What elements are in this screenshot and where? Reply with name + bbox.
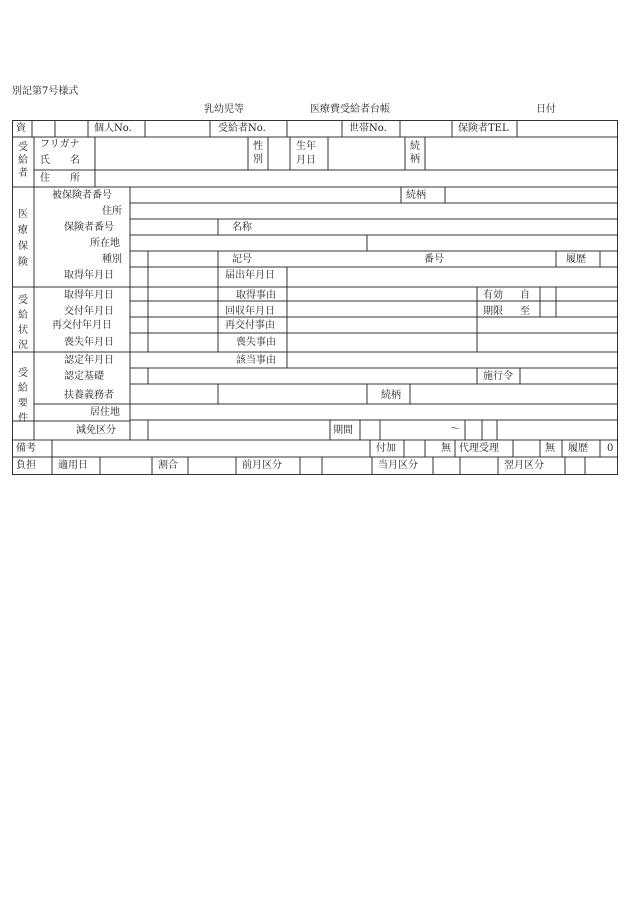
birthdate-label: 生年月日 <box>296 141 316 166</box>
remarks-label: 備考 <box>16 443 36 454</box>
insurance-section-label: 医療保険 <box>18 209 28 268</box>
location-label: 所在地 <box>90 238 120 249</box>
cert-basis-label: 認定基礎 <box>64 371 104 382</box>
title-infant: 乳幼児等 <box>204 104 244 115</box>
date-label: 日付 <box>536 104 556 115</box>
title-ledger: 医療費受給者台帳 <box>310 104 390 115</box>
remarks-history-label: 履歴 <box>568 443 588 454</box>
insurance-number-label: 番号 <box>424 254 444 265</box>
furigana-label: フリガナ <box>40 139 80 150</box>
recipient-section-label: 受給者 <box>18 142 28 179</box>
next-month-label: 翌月区分 <box>504 460 544 471</box>
valid-to-label: 期限 <box>483 306 503 317</box>
none-label-2: 無 <box>545 443 555 454</box>
insurer-name-label: 名称 <box>232 222 252 233</box>
setai-no-label: 世帯No. <box>349 123 387 134</box>
collected-date-label: 回収年月日 <box>225 306 275 317</box>
notified-date-label: 届出年月日 <box>225 270 275 281</box>
applicable-reason-label: 該当事由 <box>236 355 276 366</box>
lost-date-label: 喪失年月日 <box>64 337 114 348</box>
cert-date-label: 認定年月日 <box>64 355 114 366</box>
reduction-label: 減免区分 <box>76 425 116 436</box>
hokensha-tel-label: 保険者TEL <box>458 123 509 134</box>
reissued-date-label: 再交付年月日 <box>52 320 112 331</box>
history-count: 0 <box>607 443 614 454</box>
supporter-label: 扶養義務者 <box>64 390 114 401</box>
prev-month-label: 前月区分 <box>242 460 282 471</box>
residence-label: 居住地 <box>90 407 120 418</box>
insurance-type-label: 種別 <box>102 254 122 265</box>
lost-reason-label: 喪失事由 <box>236 337 276 348</box>
shi-label: 資 <box>16 123 26 134</box>
burden-label: 負担 <box>16 460 36 471</box>
agent-receipt-label: 代理受理 <box>459 443 499 454</box>
none-label-1: 無 <box>441 443 451 454</box>
valid-from-label: 有効 <box>483 290 503 301</box>
recipient-relation-label: 続柄 <box>410 141 420 165</box>
kojin-no-label: 個人No. <box>94 123 132 134</box>
apply-date-label: 適用日 <box>58 460 88 471</box>
status-acquired-label: 取得年月日 <box>64 290 114 301</box>
period-label: 期間 <box>333 425 353 436</box>
insured-relation-label: 続柄 <box>406 190 426 201</box>
reissue-reason-label: 再交付事由 <box>225 320 275 331</box>
issued-date-label: 交付年月日 <box>64 306 114 317</box>
address-label: 住 所 <box>40 173 80 184</box>
requirements-section-label: 受給要件 <box>18 368 28 424</box>
insurance-acquired-label: 取得年月日 <box>64 270 114 281</box>
name-label: 氏 名 <box>40 155 80 166</box>
insured-no-label: 被保険者番号 <box>52 190 112 201</box>
valid-from-ji: 自 <box>520 290 530 301</box>
attached-label: 付加 <box>376 443 396 454</box>
enforced-label: 施行令 <box>483 371 513 382</box>
acquired-reason-label: 取得事由 <box>236 290 276 301</box>
insured-address-label: 住所 <box>102 206 122 217</box>
supporter-relation-label: 続柄 <box>381 390 401 401</box>
insurance-history-label: 履歴 <box>566 254 586 265</box>
insurer-no-label: 保険者番号 <box>64 222 114 233</box>
tilde-label: ～ <box>450 424 460 435</box>
ratio-label: 割合 <box>158 460 178 471</box>
this-month-label: 当月区分 <box>378 460 418 471</box>
valid-to-shi: 至 <box>520 306 530 317</box>
symbol-label: 記号 <box>232 254 252 265</box>
sex-label: 性別 <box>253 141 263 165</box>
form-number: 別記第7号様式 <box>12 86 79 97</box>
jukyusha-no-label: 受給者No. <box>218 123 266 134</box>
status-section-label: 受給状況 <box>18 295 28 351</box>
